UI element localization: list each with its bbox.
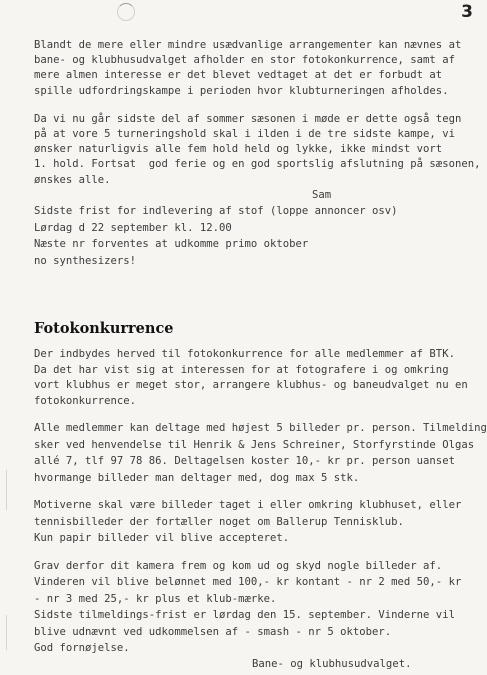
punch-hole <box>117 3 135 21</box>
binding-mark <box>6 470 7 510</box>
deadline-notice: Sidste frist for indlevering af stof (loppe annoncer osv) Lørdag d 22 september kl. 12.00 Næste nr forventes at udkomme primo oktober no synthesizers! <box>34 205 398 267</box>
section-heading-fotokonkurrence: Fotokonkurrence <box>34 320 174 338</box>
photo-contest-prizes: Grav derfor dit kamera frem og kom ud og skyd nogle billeder af. Vinderen vil blive belønnet med 100,- kr kontant - nr 2 med 50,- kr - nr 3 med 25,- kr plus et klub-mærke. Sidste tilmeldings-frist er lørdag den 15. september. Vinderne vil blive udnævnt ved udkommelsen af - smash - nr 5 oktober. God fornøjelse. <box>34 559 462 655</box>
season-paragraph: Da vi nu går sidste del af sommer sæsonen i møde er dette også tegn på at vore 5 turneringshold skal i ilden i de tre sidste kampe, vi ønsker naturligvis alle fem hold held og lykke, ikke mindst vort 1. hold. Fortsat god ferie og en god sportslig afslutning på sæsonen, ønskes alle. <box>34 112 481 186</box>
photo-contest-motifs: Motiverne skal være billeder taget i eller omkring klubhuset, eller tennisbilleder der fortæller noget om Ballerup Tennisklub. Kun papir billeder vil blive accepteret. <box>34 499 462 545</box>
photo-contest-invitation: Der indbydes herved til fotokonkurrence for alle medlemmer af BTK. Da det har vist sig at interessen for at fotografere i og omkring vort klubhus er meget stor, arrangere klubhus- og baneudvalget nu en fotokonkurrence. <box>34 348 468 407</box>
page-number: 3 <box>461 2 473 22</box>
signature-sam: Sam <box>312 188 332 201</box>
intro-paragraph: Blandt de mere eller mindre usædvanlige arrangementer kan nævnes at bane- og klubhusudvalget afholder en stor fotokonkurrence, samt af mere almen interesse er det blevet vedtaget at det er forbudt at spille udfordringskampe i perioden hvor klubturneringen afholdes. <box>34 39 462 97</box>
binding-mark <box>6 615 7 650</box>
page-content <box>34 38 487 672</box>
photo-contest-rules: Alle medlemmer kan deltage med højest 5 billeder pr. person. Tilmelding sker ved henvendelse til Henrik & Jens Schreiner, Storfyrstinde Olgas allé 7, tlf 97 78 86. Deltagelsen koster 10,- kr pr. person uanset hvormange billeder man deltager med, dog max 5 stk. <box>34 422 487 484</box>
signature-committee: Bane- og klubhusudvalget. <box>252 657 412 670</box>
